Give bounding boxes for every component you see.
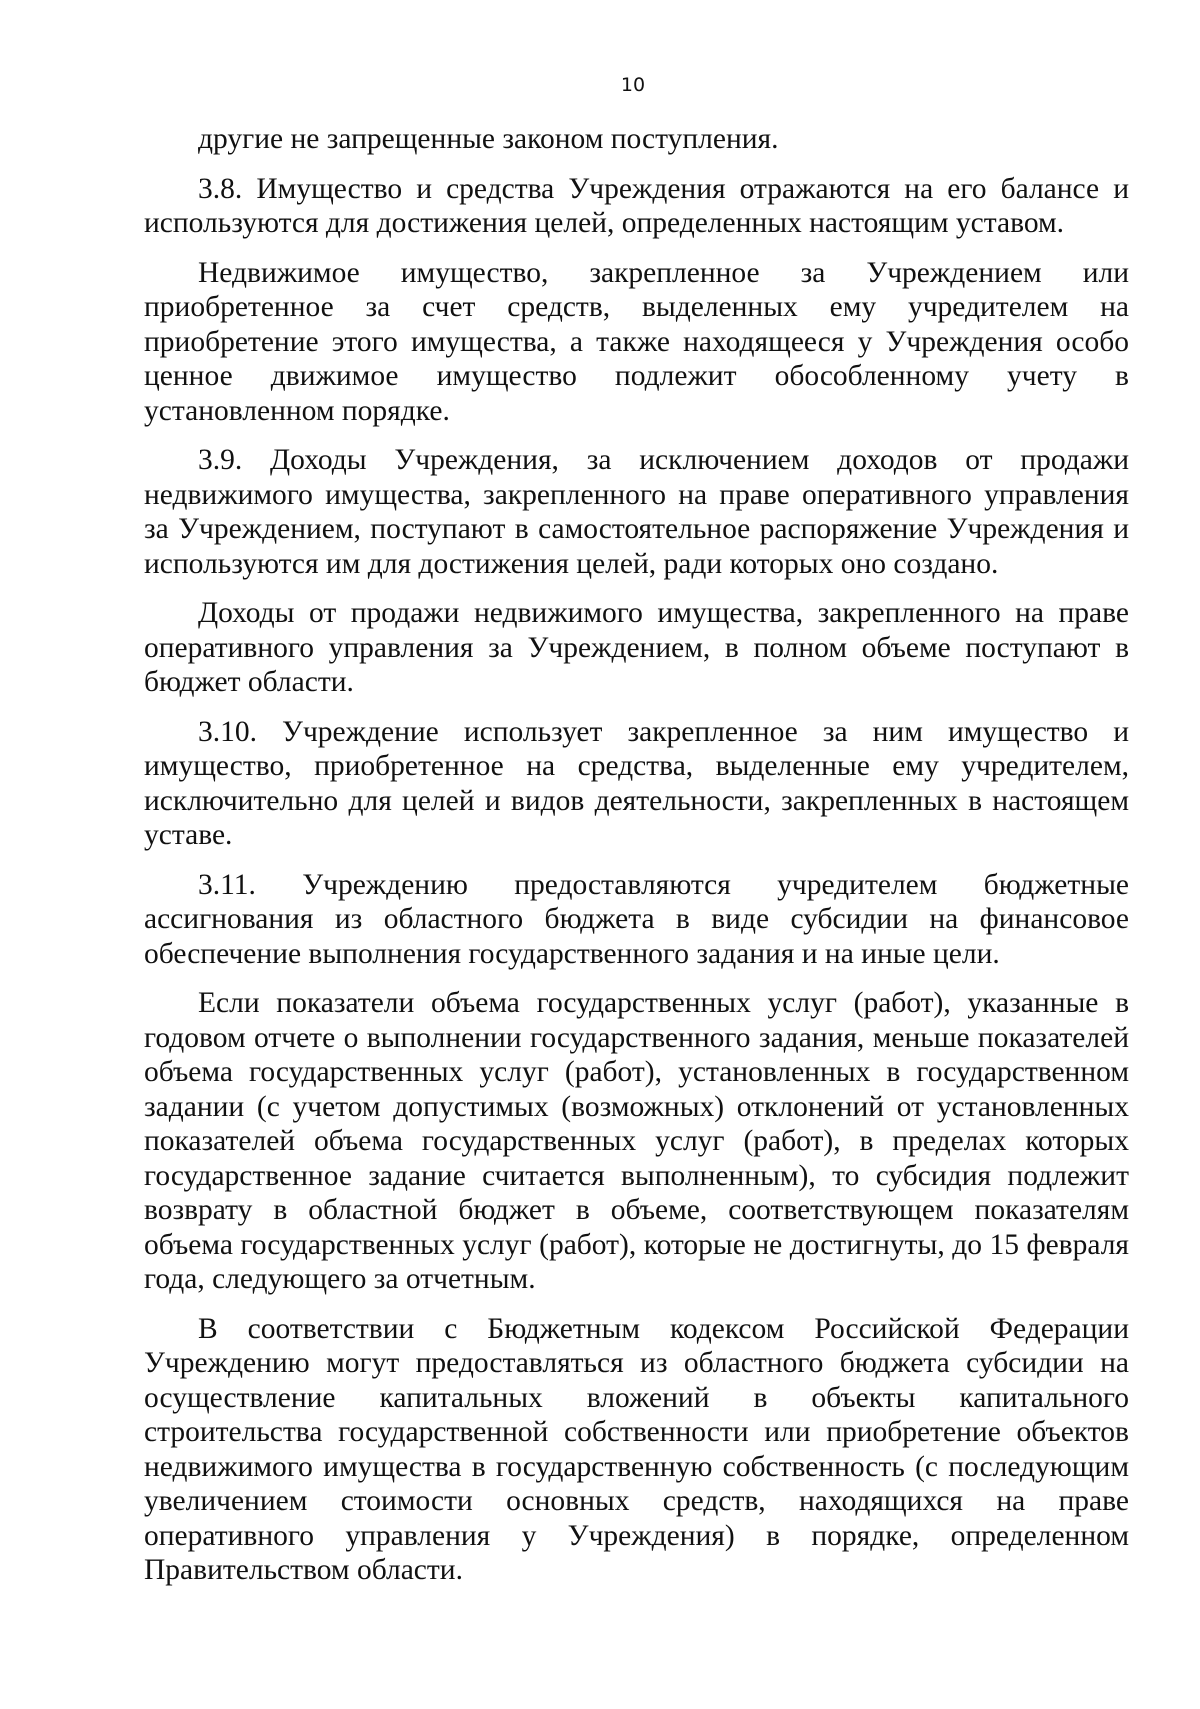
paragraph-3-8-real-estate: Недвижимое имущество, закрепленное за Учреждением или приобретенное за счет средств, выделенных ему учредителем на приобретение этого имущества, а также находящееся у Учреждения особо ценное движимое имущество подлежит обособленному учету в установленном порядке. xyxy=(144,256,1129,427)
page-number: 10 xyxy=(620,74,646,96)
paragraph-3-8: 3.8. Имущество и средства Учреждения отражаются на его балансе и используются для достижения целей, определенных настоящим уставом. xyxy=(144,172,1129,239)
paragraph-continuation: другие не запрещенные законом поступления. xyxy=(198,123,779,155)
paragraph-3-9-sale-income: Доходы от продажи недвижимого имущества, закрепленного на праве оперативного управления за Учреждением, в полном объеме поступают в бюджет области. xyxy=(144,597,1129,698)
paragraph-3-11-capital-investment: В соответствии с Бюджетным кодексом Российской Федерации Учреждению могут предоставляться из областного бюджета субсидии на осуществление капитальных вложений в объекты капитального строительства государственной собственности или приобретение объектов недвижимого имущества в государственную собственность (с последующим увеличением стоимости основных средств, находящихся на праве оперативного управления у Учреждения) в порядке, определенном Правительством области. xyxy=(144,1312,1129,1586)
document-body xyxy=(144,122,1129,1603)
paragraph-3-11-subsidy-return: Если показатели объема государственных услуг (работ), указанные в годовом отчете о выполнении государственного задания, меньше показателей объема государственных услуг (работ), установленных в государственном задании (с учетом допустимых (возможных) отклонений от установленных показателей объема государственных услуг (работ), в пределах которых государственное задание считается выполненным), то субсидия подлежит возврату в областной бюджет в объеме, соответствующем показателям объема государственных услуг (работ), которые не достигнуты, до 15 февраля года, следующего за отчетным. xyxy=(144,987,1129,1295)
paragraph-3-11: 3.11. Учреждению предоставляются учредителем бюджетные ассигнования из областного бюджета в виде субсидии на финансовое обеспечение выполнения государственного задания и на иные цели. xyxy=(144,868,1129,970)
paragraph-3-9: 3.9. Доходы Учреждения, за исключением доходов от продажи недвижимого имущества, закрепленного на праве оперативного управления за Учреждением, поступают в самостоятельное распоряжение Учреждения и используются им для достижения целей, ради которых оно создано. xyxy=(144,444,1129,580)
paragraph-3-10: 3.10. Учреждение использует закрепленное за ним имущество и имущество, приобретенное на средства, выделенные ему учредителем, исключительно для целей и видов деятельности, закрепленных в настоящем уставе. xyxy=(144,715,1129,851)
